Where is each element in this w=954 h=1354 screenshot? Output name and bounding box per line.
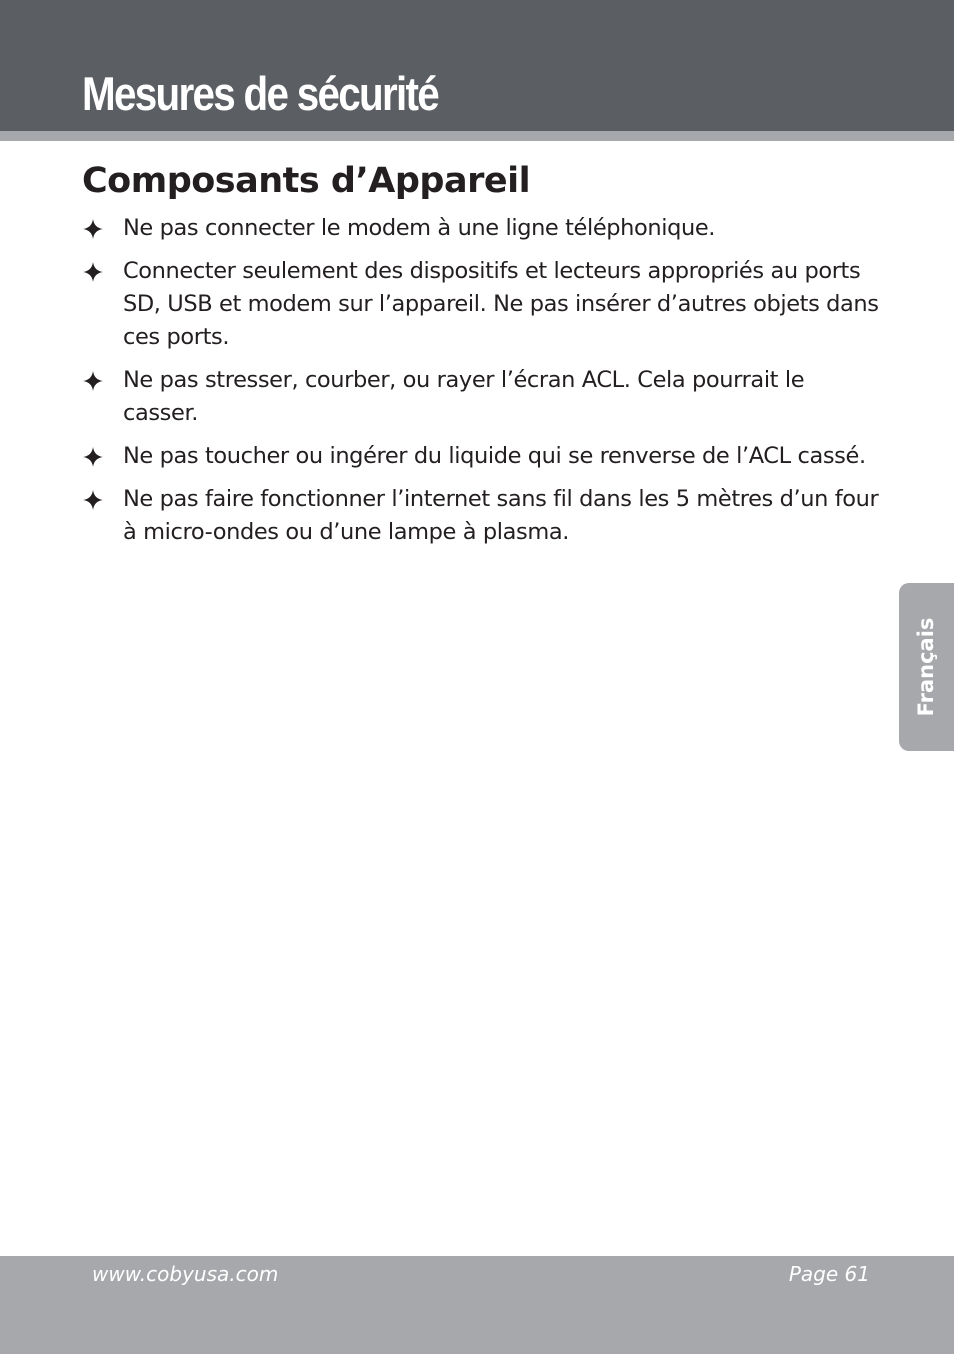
list-item-text: Ne pas toucher ou ingérer du liquide qui se renverse de l’ACL cassé. (123, 443, 866, 469)
list-item-text: Ne pas stresser, courber, ou rayer l’écran ACL. Cela pourrait le casser. (123, 367, 805, 426)
list-item-text: Ne pas connecter le modem à une ligne téléphonique. (123, 215, 716, 241)
safety-bullet-list (82, 212, 882, 559)
page-title: Mesures de sécurité (82, 67, 438, 120)
footer-url: www.cobyusa.com (92, 1262, 279, 1286)
list-item-text: Ne pas faire fonctionner l’internet sans fil dans les 5 mètres d’un four à micro-ondes ou d’une lampe à plasma. (123, 486, 879, 545)
list-item (82, 212, 882, 245)
four-point-star-icon (82, 489, 104, 511)
four-point-star-icon (82, 218, 104, 240)
list-item (82, 483, 882, 549)
four-point-star-icon (82, 261, 104, 283)
four-point-star-icon (82, 370, 104, 392)
language-tab-label: Français (914, 617, 938, 717)
header-accent-strip (0, 131, 954, 141)
language-tab (899, 583, 954, 751)
list-item (82, 364, 882, 430)
list-item (82, 440, 882, 473)
four-point-star-icon (82, 446, 104, 468)
list-item-text: Connecter seulement des dispositifs et lecteurs appropriés au ports SD, USB et modem sur l’appareil. Ne pas insérer d’autres objets dans ces ports. (123, 258, 879, 350)
list-item (82, 255, 882, 354)
page-number: Page 61 (788, 1262, 870, 1286)
section-heading: Composants d’Appareil (82, 161, 531, 201)
